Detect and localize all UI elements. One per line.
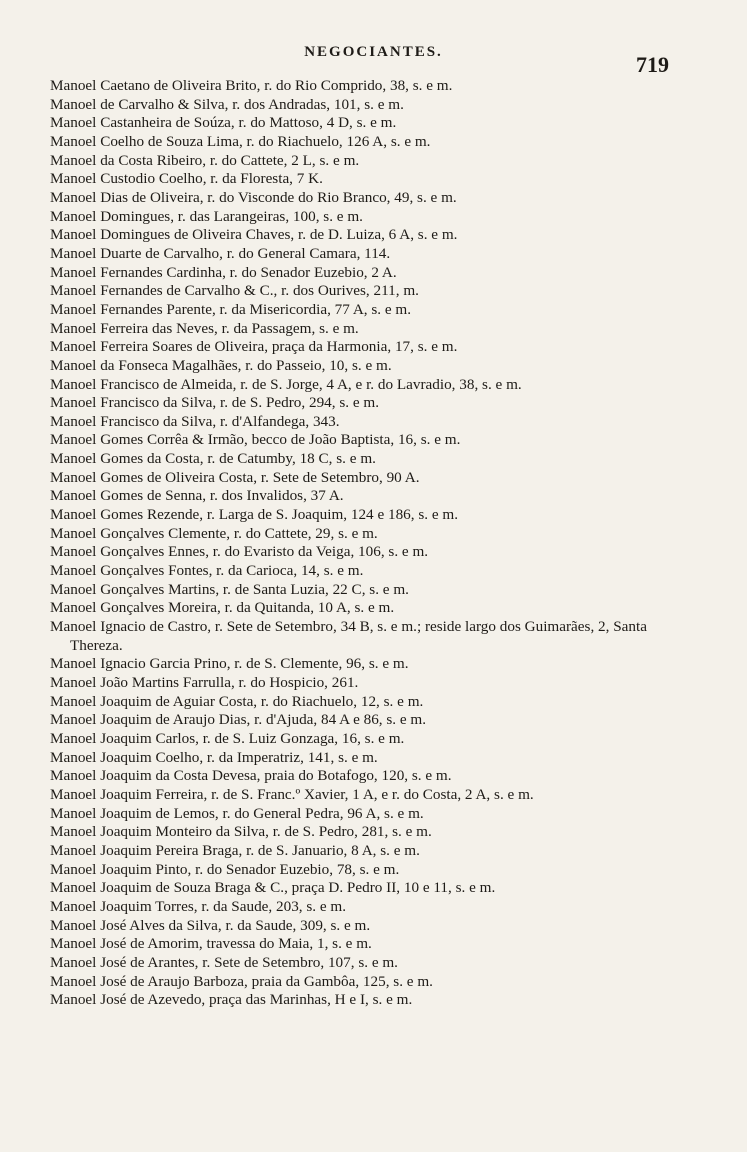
merchant-entry: Manoel Joaquim Carlos, r. de S. Luiz Gonzaga, 16, s. e m. [50, 729, 405, 747]
merchant-entry: Manoel Gonçalves Fontes, r. da Carioca, 14, s. e m. [50, 562, 364, 580]
merchant-entry: Manoel Fernandes Parente, r. da Misericordia, 77 A, s. e m. [50, 300, 412, 318]
merchant-list [50, 77, 690, 1010]
merchant-entry: Manoel Castanheira de Soúza, r. do Mattoso, 4 D, s. e m. [50, 114, 397, 132]
merchant-entry: Manoel Gomes de Senna, r. dos Invalidos, 37 A. [50, 487, 344, 505]
merchant-entry: Manoel Caetano de Oliveira Brito, r. do Rio Comprido, 38, s. e m. [50, 77, 453, 94]
merchant-entry: Manoel José de Azevedo, praça das Marinhas, H e I, s. e m. [50, 991, 413, 1009]
merchant-entry: Manoel Gonçalves Ennes, r. do Evaristo da Veiga, 106, s. e m. [50, 543, 429, 561]
merchant-entry: Manoel Custodio Coelho, r. da Floresta, 7 K. [50, 170, 323, 188]
merchant-entry: Manoel Joaquim de Aguiar Costa, r. do Riachuelo, 12, s. e m. [50, 692, 424, 710]
page-title: NEGOCIANTES. [304, 44, 443, 60]
merchant-entry: Manoel Coelho de Souza Lima, r. do Riachuelo, 126 A, s. e m. [50, 132, 431, 150]
merchant-entry: Manoel Francisco de Almeida, r. de S. Jorge, 4 A, e r. do Lavradio, 38, s. e m. [50, 375, 522, 393]
page-number: 719 [636, 52, 669, 77]
merchant-entry: Manoel Gomes de Oliveira Costa, r. Sete de Setembro, 90 A. [50, 468, 420, 486]
merchant-entry: Manoel Fernandes de Carvalho & C., r. dos Ourives, 211, m. [50, 282, 419, 300]
merchant-entry: Manoel Gonçalves Martins, r. de Santa Luzia, 22 C, s. e m. [50, 580, 409, 598]
merchant-entry: Manoel Fernandes Cardinha, r. do Senador Euzebio, 2 A. [50, 263, 397, 281]
merchant-entry: Manoel Ferreira Soares de Oliveira, praça da Harmonia, 17, s. e m. [50, 338, 458, 356]
merchant-entry: Manoel Joaquim Pinto, r. do Senador Euzebio, 78, s. e m. [50, 860, 400, 878]
merchant-entry: Manoel Francisco da Silva, r. d'Alfandega, 343. [50, 412, 340, 430]
merchant-entry: Manoel José Alves da Silva, r. da Saude, 309, s. e m. [50, 916, 371, 934]
merchant-entry: Manoel Ignacio Garcia Prino, r. de S. Clemente, 96, s. e m. [50, 655, 409, 673]
merchant-entry: Manoel João Martins Farrulla, r. do Hospicio, 261. [50, 674, 359, 691]
merchant-entry: Manoel José de Arantes, r. Sete de Setembro, 107, s. e m. [50, 953, 398, 971]
merchant-entry: Manoel da Costa Ribeiro, r. do Cattete, 2 L, s. e m. [50, 151, 360, 169]
merchant-entry: Manoel Domingues, r. das Larangeiras, 100, s. e m. [50, 207, 363, 225]
merchant-entry: Manoel José de Araujo Barboza, praia da Gambôa, 125, s. e m. [50, 972, 433, 990]
merchant-entry: Manoel Gonçalves Clemente, r. do Cattete, 29, s. e m. [50, 524, 378, 542]
merchant-entry: Manoel Francisco da Silva, r. de S. Pedro, 294, s. e m. [50, 394, 380, 412]
merchant-entry: Manoel José de Amorim, travessa do Maia, 1, s. e m. [50, 935, 372, 953]
merchant-entry: Manoel Domingues de Oliveira Chaves, r. de D. Luiza, 6 A, s. e m. [50, 226, 458, 244]
merchant-entry: Manoel Joaquim Torres, r. da Saude, 203, s. e m. [50, 897, 347, 915]
merchant-entry: Manoel Dias de Oliveira, r. do Visconde do Rio Branco, 49, s. e m. [50, 188, 457, 206]
merchant-entry: Manoel Joaquim da Costa Devesa, praia do Botafogo, 120, s. e m. [50, 767, 452, 785]
merchant-entry: Manoel Joaquim Pereira Braga, r. de S. Januario, 8 A, s. e m. [50, 841, 420, 859]
merchant-entry: Manoel Joaquim de Araujo Dias, r. d'Ajuda, 84 A e 86, s. e m. [50, 711, 427, 729]
merchant-entry: Manoel Joaquim Monteiro da Silva, r. de S. Pedro, 281, s. e m. [50, 823, 432, 841]
merchant-entry: Manoel Ignacio de Castro, r. Sete de Setembro, 34 B, s. e m.; reside largo dos Guimarães, 2, Santa Thereza. [50, 618, 647, 654]
merchant-entry: Manoel de Carvalho & Silva, r. dos Andradas, 101, s. e m. [50, 95, 404, 113]
merchant-entry: Manoel Joaquim de Souza Braga & C., praça D. Pedro II, 10 e 11, s. e m. [50, 879, 496, 897]
merchant-entry: Manoel Gonçalves Moreira, r. da Quitanda, 10 A, s. e m. [50, 599, 395, 617]
merchant-entry: Manoel Joaquim Coelho, r. da Imperatriz, 141, s. e m. [50, 748, 378, 766]
merchant-entry: Manoel Duarte de Carvalho, r. do General Camara, 114. [50, 244, 391, 262]
merchant-entry: Manoel Ferreira das Neves, r. da Passagem, s. e m. [50, 319, 359, 337]
merchant-entry: Manoel Joaquim Ferreira, r. de S. Franc.º Xavier, 1 A, e r. do Costa, 2 A, s. e m. [50, 785, 534, 803]
merchant-entry: Manoel Gomes da Costa, r. de Catumby, 18 C, s. e m. [50, 450, 376, 468]
merchant-entry: Manoel da Fonseca Magalhães, r. do Passeio, 10, s. e m. [50, 356, 392, 374]
merchant-entry: Manoel Gomes Rezende, r. Larga de S. Joaquim, 124 e 186, s. e m. [50, 506, 459, 524]
merchant-entry: Manoel Gomes Corrêa & Irmão, becco de João Baptista, 16, s. e m. [50, 431, 461, 449]
merchant-entry: Manoel Joaquim de Lemos, r. do General Pedra, 96 A, s. e m. [50, 804, 424, 822]
